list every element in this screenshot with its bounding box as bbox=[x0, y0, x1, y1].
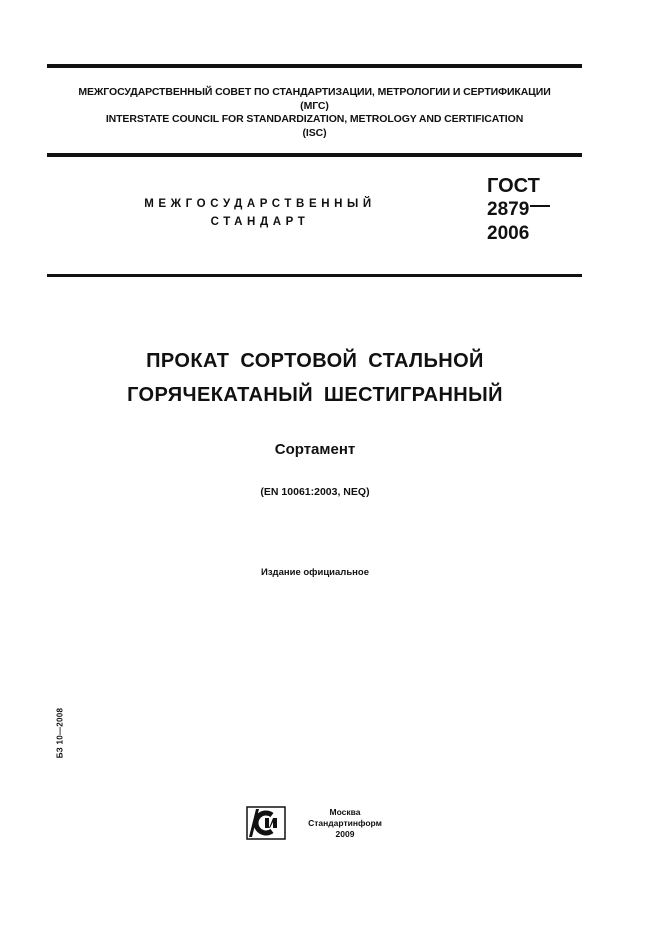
top-rule bbox=[47, 64, 582, 68]
gost-label: ГОСТ bbox=[487, 175, 540, 197]
document-title-line1: ПРОКАТ СОРТОВОЙ СТАЛЬНОЙ bbox=[146, 350, 484, 372]
gost-year: 2006 bbox=[487, 223, 530, 244]
gost-number: 2879 bbox=[487, 199, 530, 220]
gost-dash bbox=[530, 205, 550, 207]
publisher-name: Стандартинформ bbox=[308, 818, 382, 828]
publisher-city: Москва bbox=[329, 807, 361, 817]
publication-year: 2009 bbox=[335, 829, 355, 839]
lower-rule bbox=[47, 274, 582, 277]
side-note-text: БЗ 10—2008 bbox=[55, 707, 65, 759]
council-name-en bbox=[47, 113, 582, 140]
council-name-en-line: INTERSTATE COUNCIL FOR STANDARDIZATION, METROLOGY AND CERTIFICATION bbox=[105, 113, 524, 125]
council-name-ru bbox=[47, 86, 582, 113]
standard-kind-line2: СТАНДАРТ bbox=[210, 216, 310, 228]
gost-number-block bbox=[487, 198, 550, 222]
side-note bbox=[54, 703, 66, 763]
edition-note: Издание официальное bbox=[261, 567, 369, 578]
standard-equivalence: (EN 10061:2003, NEQ) bbox=[260, 486, 370, 498]
council-abbr-ru: (МГС) bbox=[300, 99, 329, 112]
document-title-line2: ГОРЯЧЕКАТАНЫЙ ШЕСТИГРАННЫЙ bbox=[127, 384, 503, 406]
standard-kind-line1: МЕЖГОСУДАРСТВЕННЫЙ bbox=[144, 198, 376, 210]
middle-rule bbox=[47, 153, 582, 157]
document-subtitle: Сортамент bbox=[274, 441, 356, 458]
council-name-ru-line: МЕЖГОСУДАРСТВЕННЫЙ СОВЕТ ПО СТАНДАРТИЗАЦИИ, МЕТРОЛОГИИ И СЕРТИФИКАЦИИ bbox=[78, 86, 551, 98]
council-abbr-en: (ISC) bbox=[302, 126, 327, 139]
standartinform-logo-icon bbox=[246, 806, 286, 840]
